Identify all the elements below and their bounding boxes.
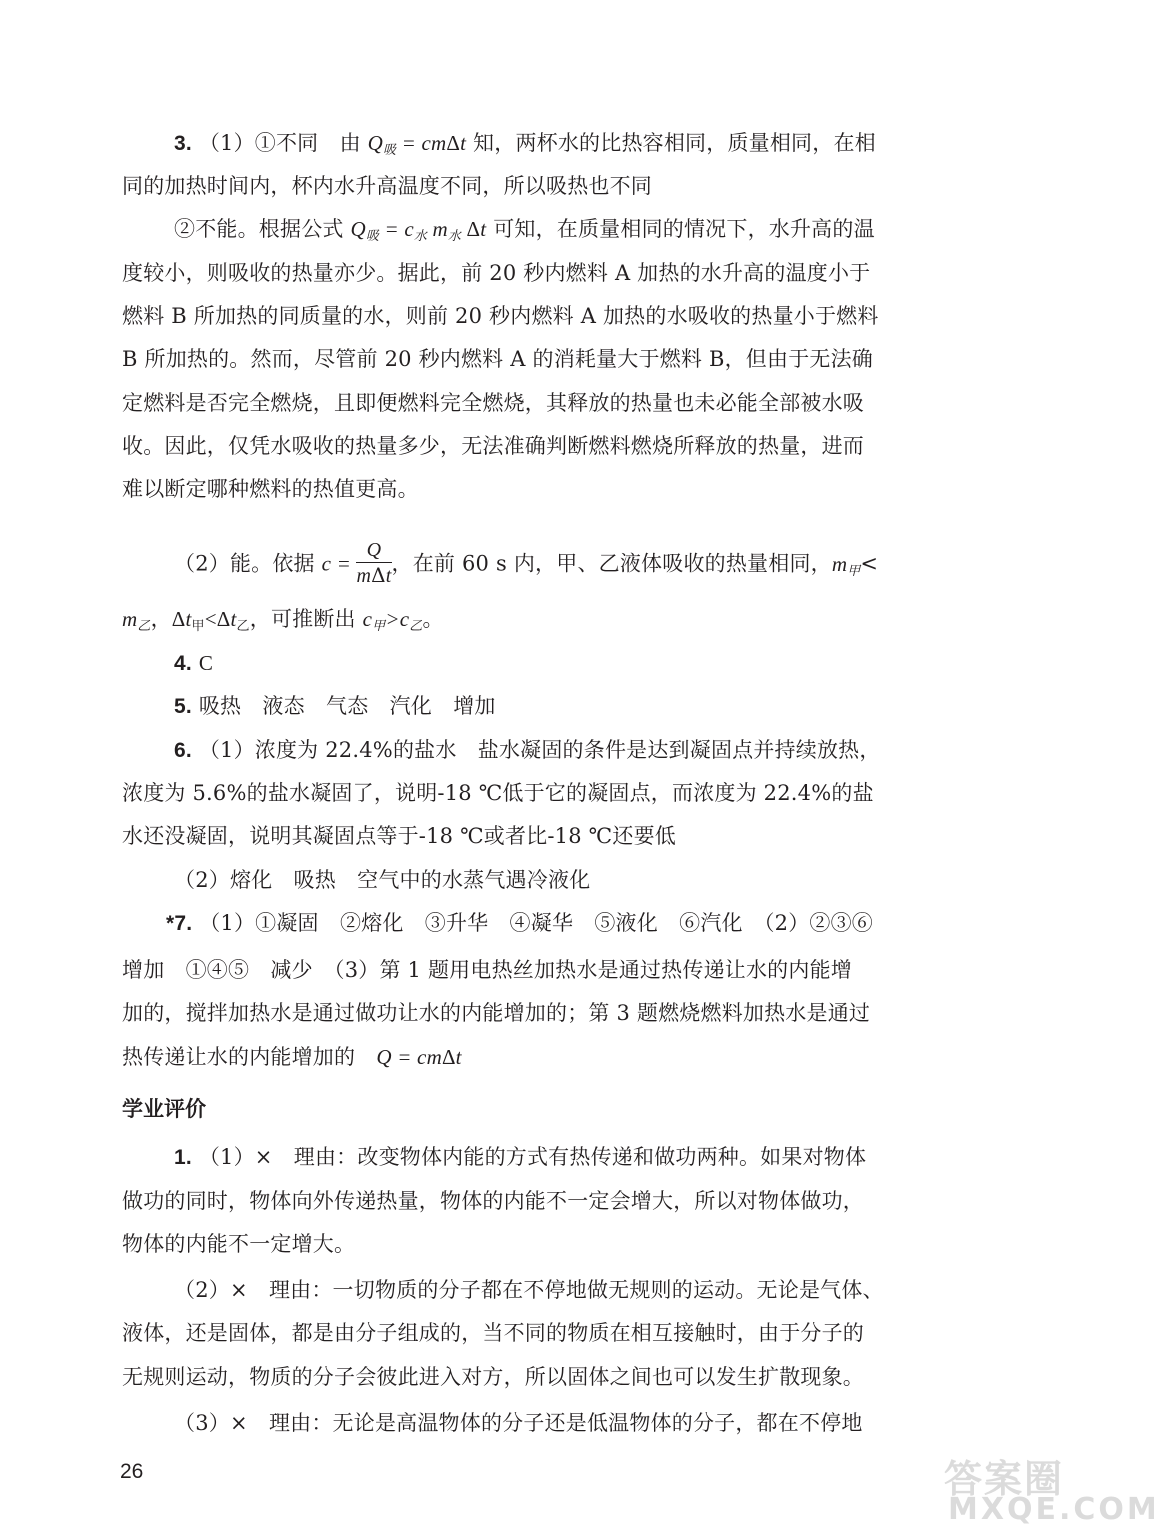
eval-q2-line-1: （2）× 理由：一切物质的分子都在不停地做无规则的运动。无论是气体、 (174, 1278, 884, 1302)
q7-text-1: （1）①凝固 ②熔化 ③升华 ④凝华 ⑤液化 ⑥汽化 （2）②③⑥ (199, 911, 874, 935)
q3-part2-text-a: （2）能。依据 (174, 551, 322, 576)
q3-m-yi: $m_乙$ (122, 607, 151, 633)
q3-sub2-t: t (480, 217, 487, 241)
q3-sub2-text-b: 可知，在质量相同的情况下，水升高的温 (486, 217, 875, 241)
q4-answer: C (198, 651, 214, 675)
q3-part2-text-d: 。 (422, 607, 444, 631)
q3-para-line-4: 定燃料是否完全燃烧，且即便燃料完全燃烧，其释放的热量也未必能全部被水吸 (122, 391, 864, 415)
q7-formula: Q = cm (376, 1045, 442, 1069)
eval-q1-line-2: 做功的同时，物体向外传递热量，物体的内能不一定会增大，所以对物体做功， (122, 1189, 864, 1213)
q3-part2-line-2: $m_乙$，$\Delta t_甲<\Delta t_乙$，可推断出 $c_甲>c_乙$。 (122, 607, 444, 633)
eval-q1-number: 1. (174, 1146, 192, 1169)
q3-para-line-3: B 所加热的。然而，尽管前 20 秒内燃料 A 的消耗量大于燃料 B，但由于无法确 (122, 347, 874, 371)
q3-sub2-text-a: ②不能。根据公式 (174, 217, 351, 241)
q3-part2-m-jia: $m_甲$ (831, 551, 861, 578)
q6-number: 6. (174, 739, 192, 762)
eval-q2-line-2: 液体，还是固体，都是由分子组成的，当不同的物质在相互接触时，由于分子的 (122, 1321, 864, 1345)
q3-para-line-6: 难以断定哪种燃料的热值更高。 (122, 477, 419, 501)
q3-number: 3. (174, 132, 192, 155)
q6-line-1 (174, 735, 881, 766)
q3-sub2-delta: Δ (466, 217, 481, 241)
q7-line-4 (122, 1042, 462, 1072)
eval-q1-line-3: 物体的内能不一定增大。 (122, 1232, 356, 1256)
q7-formula-t: t (455, 1045, 462, 1069)
q3-sub2-line (174, 214, 875, 251)
fraction-numerator: Q (356, 538, 391, 563)
q3-line-2: 同的加热时间内，杯内水升高温度不同，所以吸热也不同 (122, 174, 652, 198)
q5-line (174, 691, 496, 722)
q6-line-2: 浓度为 5.6%的盐水凝固了，说明-18 ℃低于它的凝固点，而浓度为 22.4%的盐 (122, 781, 874, 805)
watermark-top-text: 答案圈 (944, 1457, 1065, 1501)
q6-line-3: 水还没凝固，说明其凝固点等于-18 ℃或者比-18 ℃还要低 (122, 824, 676, 848)
q7-line-1 (166, 908, 873, 939)
q3-c-compare: $c_甲>c_乙$ (362, 607, 423, 633)
q3-part2-line: （2）能。依据 c = $\frac{Q}{\text{mΔt}}$ ，在前 60 s 内，甲、乙液体吸收的热量相同，$m_甲<$ (174, 539, 879, 587)
q3-para-line-1: 度较小，则吸收的热量亦少。据此，前 20 秒内燃料 A 加热的水升高的温度小于 (122, 261, 871, 285)
q3-part2-c-eq: c = (321, 551, 357, 576)
q3-line1-text-a: ①不同 由 (254, 131, 368, 155)
eval-q3-line: （3）× 理由：无论是高温物体的分子还是低温物体的分子，都在不停地 (174, 1411, 863, 1435)
q3-dt-jia: $\Delta t_甲<\Delta t_乙$ (171, 607, 250, 633)
q3-line-1 (174, 128, 876, 165)
q7-line-2: 增加 ①④⑤ 减少 （3）第 1 题用电热丝加热水是通过热传递让水的内能增 (122, 958, 852, 982)
eval-q2-line-3: 无规则运动，物质的分子会彼此进入对方，所以固体之间也可以发生扩散现象。 (122, 1365, 864, 1389)
eval-q1-line-1 (174, 1142, 866, 1173)
q3-part1-label: （1） (198, 131, 255, 155)
q7-text-4: 热传递让水的内能增加的 (122, 1045, 377, 1069)
q4-number: 4. (174, 652, 192, 675)
q7-line-3: 加的，搅拌加热水是通过做功让水的内能增加的；第 3 题燃烧燃料加热水是通过 (122, 1001, 871, 1025)
q7-number: *7. (166, 912, 193, 935)
watermark-bottom-text: MXQE.COM (948, 1492, 1160, 1527)
q3-fraction (356, 538, 391, 588)
q3-sub2-formula: $Q_吸 = c_水$ $m_水$ (350, 217, 462, 243)
q6-text-1: （1）浓度为 22.4%的盐水 盐水凝固的条件是达到凝固点并持续放热， (198, 738, 881, 762)
q3-para-line-2: 燃料 B 所加热的同质量的水，则前 20 秒内燃料 A 加热的水吸收的热量小于燃料 (122, 304, 879, 328)
section-title: 学业评价 (122, 1097, 206, 1121)
q5-number: 5. (174, 695, 192, 718)
q4-line (174, 648, 213, 679)
q3-part2-text-c: ，可推断出 (249, 607, 363, 631)
q3-part2-text-b: ，在前 60 s 内，甲、乙液体吸收的热量相同， (391, 551, 832, 576)
q5-answer: 吸热 液态 气态 汽化 增加 (198, 694, 496, 718)
q3-formula-t: t (460, 131, 467, 155)
q3-para-line-5: 收。因此，仅凭水吸收的热量多少，无法准确判断燃料燃烧所释放的热量，进而 (122, 434, 864, 458)
q3-line1-text-b: 知，两杯水的比热容相同，质量相同，在相 (466, 131, 876, 155)
eval-q1-text-1: （1）× 理由：改变物体内能的方式有热传递和做功两种。如果对物体 (198, 1145, 867, 1169)
q3-formula-heat: $Q_吸$ = cm (367, 131, 447, 157)
watermark-logo (930, 1448, 1160, 1533)
q3-formula-delta: Δ (446, 131, 461, 155)
q6-part2: （2）熔化 吸热 空气中的水蒸气遇冷液化 (174, 868, 591, 892)
fraction-denominator: mΔt (356, 563, 392, 587)
q7-formula-delta: Δ (441, 1045, 456, 1069)
page-number: 26 (120, 1460, 144, 1483)
